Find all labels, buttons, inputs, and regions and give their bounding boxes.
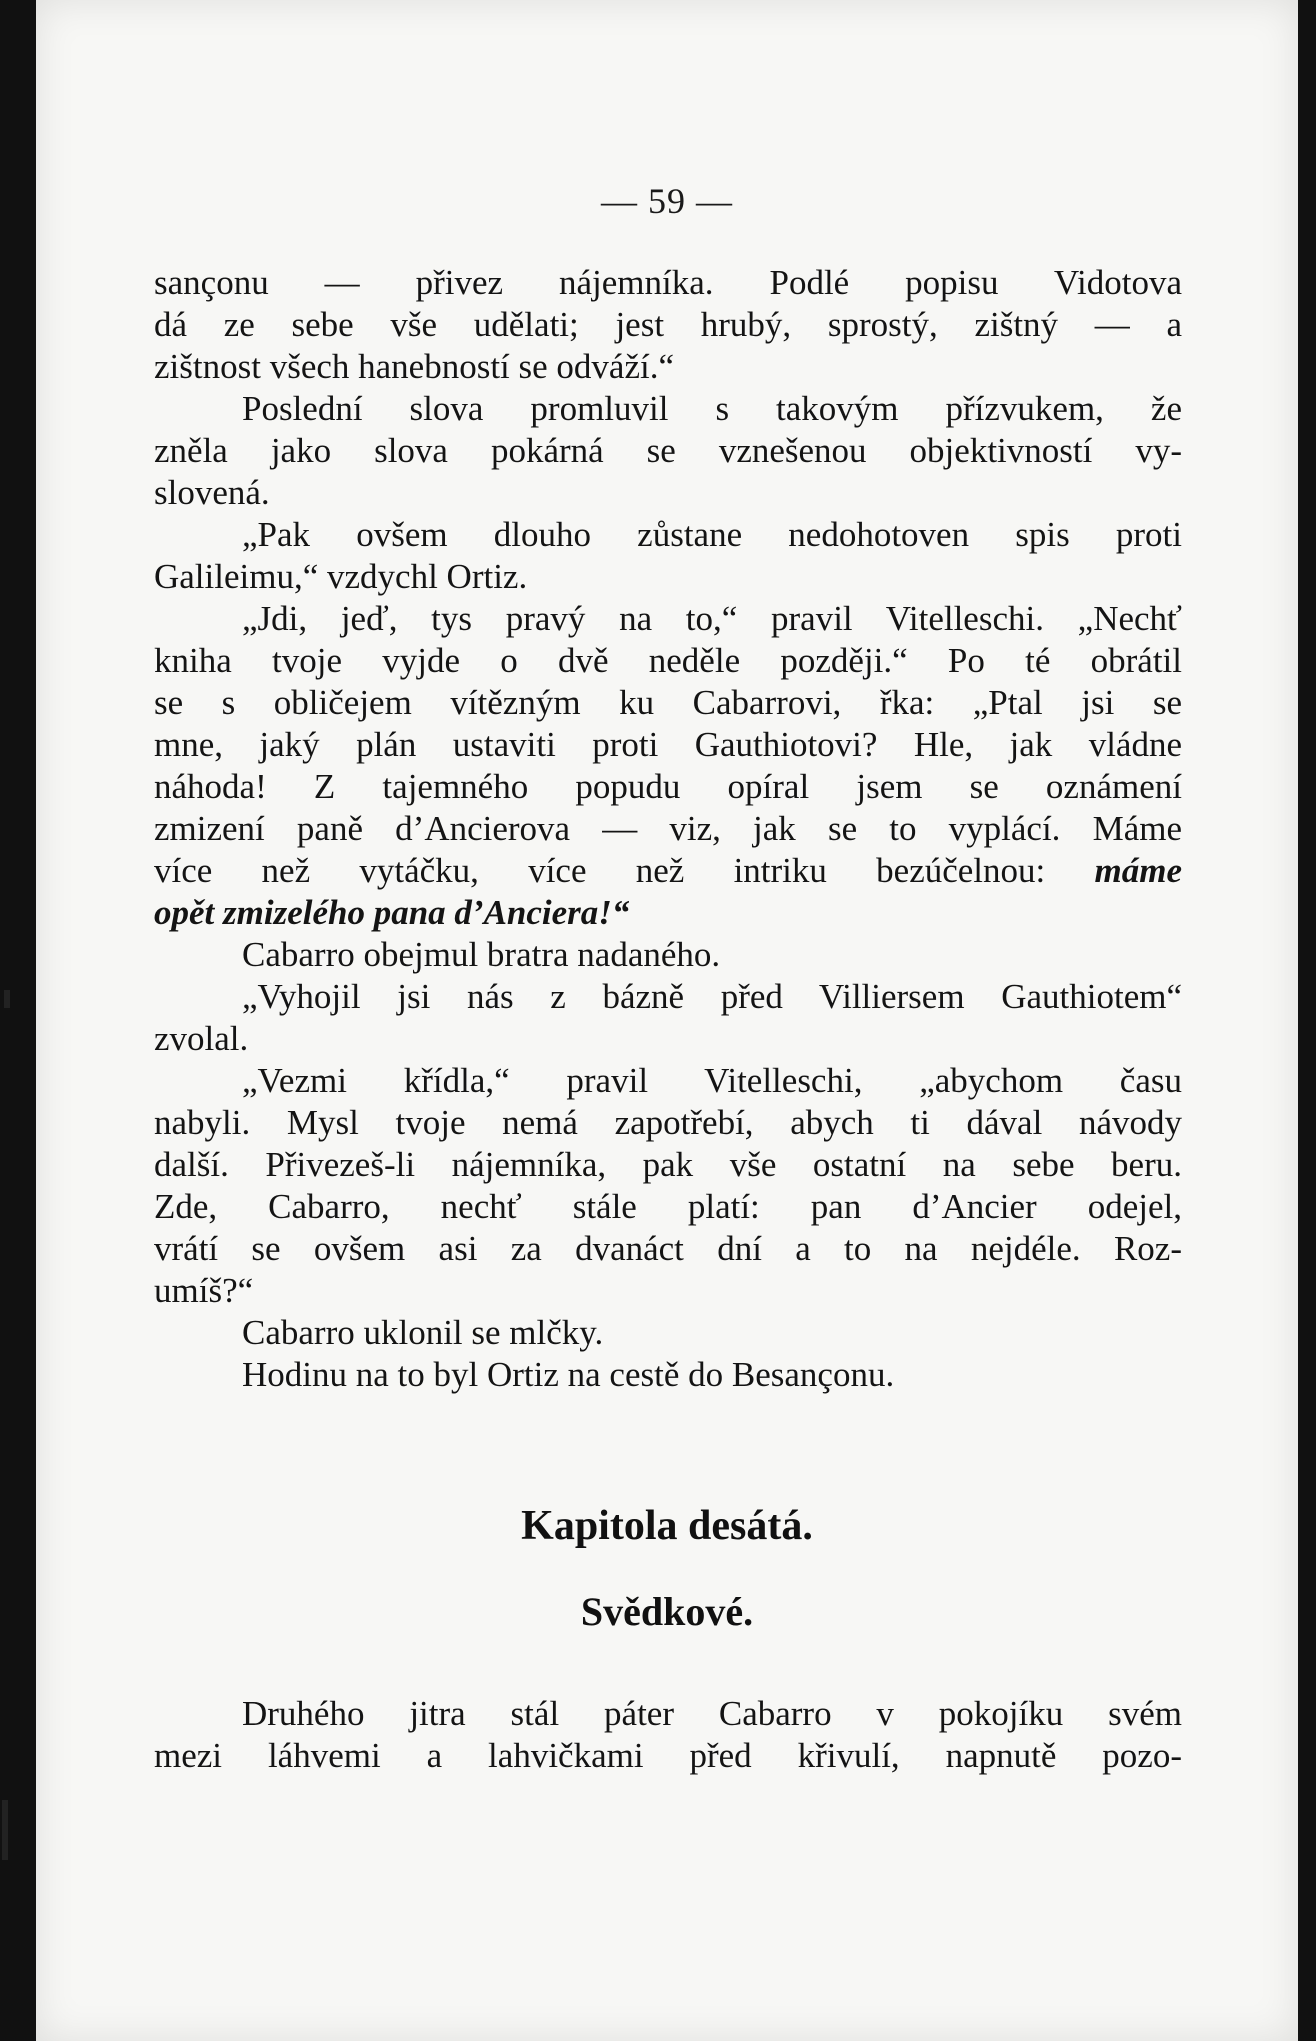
text-line-content: „Vyhojil jsi nás z bázně před Villiersem Gauthiotem“ bbox=[242, 977, 1182, 1016]
text-line-content: vrátí se ovšem asi za dvanáct dní a to na nejdéle. Roz- bbox=[154, 1229, 1182, 1268]
text-line bbox=[154, 430, 1182, 472]
text-line bbox=[154, 640, 1182, 682]
text-line bbox=[154, 346, 1182, 388]
text-line bbox=[154, 682, 1182, 724]
text-line-content: „Jdi, jeď, tys pravý na to,“ pravil Vitelleschi. „Nechť bbox=[242, 599, 1182, 638]
page-number: — 59 — bbox=[601, 181, 733, 221]
text-line-content: zištnost všech hanebností se odváží.“ bbox=[154, 347, 675, 386]
text-line bbox=[154, 724, 1182, 766]
text-line-content: Galileimu,“ vzdychl Ortiz. bbox=[154, 557, 528, 596]
text-line-content: Zde, Cabarro, nechť stále platí: pan d’Ancier odejel, bbox=[154, 1187, 1182, 1226]
text-line bbox=[154, 1018, 1182, 1060]
page-edge-mark bbox=[2, 1800, 8, 1860]
text-line-content: náhoda! Z tajemného popudu opíral jsem se oznámení bbox=[154, 767, 1182, 806]
text-line bbox=[154, 388, 1182, 430]
text-line-content: slovená. bbox=[154, 473, 270, 512]
text-line bbox=[154, 1270, 1182, 1312]
text-line-content: „Pak ovšem dlouho zůstane nedohotoven spis proti bbox=[242, 515, 1182, 554]
text-line-content: nabyli. Mysl tvoje nemá zapotřebí, abych ti dával návody bbox=[154, 1103, 1182, 1142]
text-line-content: Cabarro uklonil se mlčky. bbox=[242, 1313, 604, 1352]
text-line bbox=[154, 304, 1182, 346]
text-line bbox=[154, 1102, 1182, 1144]
text-line bbox=[154, 556, 1182, 598]
text-line bbox=[154, 1228, 1182, 1270]
text-line bbox=[154, 262, 1182, 304]
text-line bbox=[154, 766, 1182, 808]
text-line-content: zněla jako slova pokárná se vznešenou objektivností vy- bbox=[154, 431, 1182, 470]
text-line-content: kniha tvoje vyjde o dvě neděle později.“ Po té obrátil bbox=[154, 641, 1182, 680]
text-line-content: další. Přivezeš-li nájemníka, pak vše ostatní na sebe beru. bbox=[154, 1145, 1182, 1184]
text-line bbox=[154, 514, 1182, 556]
text-line bbox=[154, 808, 1182, 850]
text-line bbox=[154, 892, 1182, 934]
text-line-content: umíš?“ bbox=[154, 1271, 254, 1310]
text-line-content: mne, jaký plán ustaviti proti Gauthiotovi? Hle, jak vládne bbox=[154, 725, 1182, 764]
text-line-content: se s obličejem vítězným ku Cabarrovi, řka: „Ptal jsi se bbox=[154, 683, 1182, 722]
text-line bbox=[154, 850, 1182, 892]
text-line-content: dá ze sebe vše udělati; jest hrubý, sprostý, zištný — a bbox=[154, 305, 1182, 344]
emphasized-text: opět zmizelého pana d’Anciera!“ bbox=[154, 893, 630, 932]
text-line bbox=[154, 598, 1182, 640]
text-line-content: zmizení paně d’Ancierova — viz, jak se to vyplácí. Máme bbox=[154, 809, 1182, 848]
text-line bbox=[154, 934, 1182, 976]
text-line-content: zvolal. bbox=[154, 1019, 249, 1058]
chapter-title: Kapitola desátá. bbox=[521, 1503, 813, 1549]
text-line-content: „Vezmi křídla,“ pravil Vitelleschi, „abychom času bbox=[242, 1061, 1182, 1100]
text-line-content: sançonu — přivez nájemníka. Podlé popisu Vidotova bbox=[154, 263, 1182, 302]
book-page bbox=[36, 0, 1298, 2041]
text-line bbox=[154, 472, 1182, 514]
text-line bbox=[154, 1060, 1182, 1102]
text-line: mezi láhvemi a lahvičkami před křivulí, napnutě pozo- bbox=[154, 1736, 1182, 1775]
text-line bbox=[154, 1144, 1182, 1186]
text-line bbox=[154, 1186, 1182, 1228]
text-line-content: Poslední slova promluvil s takovým přízvukem, že bbox=[242, 389, 1182, 428]
emphasized-text: máme bbox=[1094, 851, 1183, 890]
text-line bbox=[154, 976, 1182, 1018]
page-edge-mark bbox=[4, 990, 10, 1008]
chapter-subtitle: Svědkové. bbox=[580, 1589, 754, 1634]
text-line bbox=[154, 1354, 1182, 1396]
text-line: Druhého jitra stál páter Cabarro v pokojíku svém bbox=[242, 1694, 1182, 1733]
text-line bbox=[154, 1312, 1182, 1354]
text-line-content: Cabarro obejmul bratra nadaného. bbox=[242, 935, 721, 974]
text-line-content: Hodinu na to byl Ortiz na cestě do Besançonu. bbox=[242, 1355, 895, 1394]
chapter-body-text bbox=[154, 1693, 1182, 1777]
body-text bbox=[154, 262, 1182, 1396]
text-line-content: více než vytáčku, více než intriku bezúčelnou: bbox=[154, 851, 1046, 890]
